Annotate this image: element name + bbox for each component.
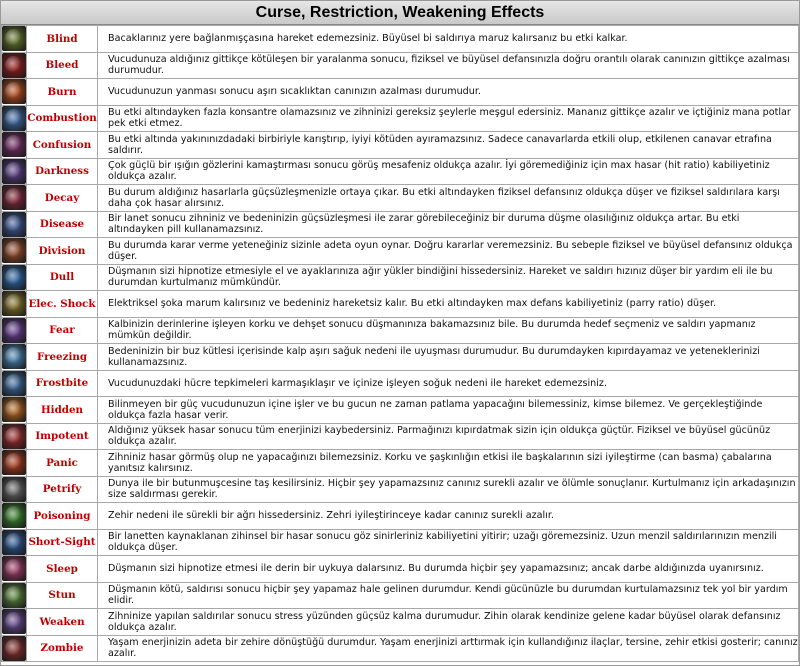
effect-description: Dunya ile bir butunmuşcesine taş kesilirsiniz. Hiçbir şey yapamazsınız canınız surekli azalır ve ölümle sonuçlanır. Kurtulmanız için arkadaşınızın size saldırması gerekir. bbox=[98, 476, 799, 503]
icon-cell bbox=[2, 79, 27, 106]
effect-description: Bu durum aldığınız hasarlarla güçsüzleşmenizle ortaya çıkar. Bu etki altındayken fiziksel defansınız oldukça düşer ve fiziksel saldırılara karşı daha çok hasar alırsınız. bbox=[98, 185, 799, 212]
table-row bbox=[2, 291, 799, 318]
table-row bbox=[2, 26, 799, 53]
table-row bbox=[2, 450, 799, 477]
effect-name: Confusion bbox=[27, 132, 98, 159]
effect-description: Kalbinizin derinlerine işleyen korku ve dehşet sonucu düşmanınıza bakamazsınız bile. Bu durumda hedef seçmeniz ve saldırı yapmanız mümkün değildir. bbox=[98, 317, 799, 344]
table-row bbox=[2, 609, 799, 636]
effect-description: Aldığınız yüksek hasar sonucu tüm enerjinizi kaybedersiniz. Parmağınızı kıpırdatmak sizin için oldukça güçtür. Fiziksel ve büyüsel gücünüz oldukça azalır. bbox=[98, 423, 799, 450]
table-row bbox=[2, 503, 799, 530]
bleed-icon bbox=[2, 53, 26, 78]
poisoning-icon bbox=[2, 503, 26, 528]
decay-icon bbox=[2, 185, 26, 210]
icon-cell bbox=[2, 158, 27, 185]
effect-name: Weaken bbox=[27, 609, 98, 636]
icon-cell bbox=[2, 211, 27, 238]
effect-name: Poisoning bbox=[27, 503, 98, 530]
effect-description: Bedeninizin bir buz kütlesi içerisinde kalp aşırı sağuk nedeni ile uyuşması durumudur. Bu durumdayken kıpırdayamaz ve yeteneklerinizi kullanamazsınız. bbox=[98, 344, 799, 371]
table-row bbox=[2, 317, 799, 344]
effect-name: Darkness bbox=[27, 158, 98, 185]
effect-description: Bu etki altında yakınınızdadaki birbiriyle karıştırıp, iyiyi kötüden ayıramazsınız. Sadece canavarlarda etkili olup, etkilenen canavar etrafına saldırır. bbox=[98, 132, 799, 159]
table-row bbox=[2, 132, 799, 159]
table-row bbox=[2, 476, 799, 503]
disease-icon bbox=[2, 212, 26, 237]
icon-cell bbox=[2, 344, 27, 371]
weaken-icon bbox=[2, 609, 26, 634]
icon-cell bbox=[2, 635, 27, 662]
effect-name: Frostbite bbox=[27, 370, 98, 397]
effect-name: Fear bbox=[27, 317, 98, 344]
effect-description: Bir lanetten kaynaklanan zihinsel bir hasar sonucu göz sinirleriniz kabiliyetini yitirir; uzağı göremezsiniz. Uzun menzil saldırılarınızın menzili oldukça düşer. bbox=[98, 529, 799, 556]
fear-icon bbox=[2, 318, 26, 343]
table-row bbox=[2, 635, 799, 662]
frostbite-icon bbox=[2, 371, 26, 396]
effect-description: Düşmanın kötü, saldırısı sonucu hiçbir şey yapamaz hale gelinen durumdur. Kendi gücünüzle bu durumdan kurtulamazsınız tek yol bir yardım elidir. bbox=[98, 582, 799, 609]
table-row bbox=[2, 344, 799, 371]
table-row bbox=[2, 79, 799, 106]
icon-cell bbox=[2, 503, 27, 530]
blind-icon bbox=[2, 26, 26, 51]
effect-name: Combustion bbox=[27, 105, 98, 132]
effect-name: Petrify bbox=[27, 476, 98, 503]
icon-cell bbox=[2, 609, 27, 636]
icon-cell bbox=[2, 26, 27, 53]
effect-description: Çok güçlü bir ışığın gözlerini kamaştırması sonucu görüş mesafeniz oldukça azalır. İyi göremediğiniz için max hasar (hit ratio) kabiliyetiniz oldukça azalır. bbox=[98, 158, 799, 185]
icon-cell bbox=[2, 476, 27, 503]
table-row bbox=[2, 238, 799, 265]
panic-icon bbox=[2, 450, 26, 475]
effect-description: Bilinmeyen bir güç vucudunuzun içine işler ve bu gucun ne zaman patlama yapacağını bilemessiniz, kimse bilemez. Ve gerçekleştiğinde oldukça fazla hasar verir. bbox=[98, 397, 799, 424]
icon-cell bbox=[2, 582, 27, 609]
effect-name: Short-Sight bbox=[27, 529, 98, 556]
effect-name: Decay bbox=[27, 185, 98, 212]
table-row bbox=[2, 556, 799, 583]
division-icon bbox=[2, 238, 26, 263]
icon-cell bbox=[2, 185, 27, 212]
petrify-icon bbox=[2, 477, 26, 502]
stun-icon bbox=[2, 583, 26, 608]
effect-description: Bu etki altındayken fazla konsantre olamazsınız ve zihninizi gereksiz şeylerle meşgul edersiniz. Mananız gittikçe azalır ve içtiğiniz mana potlar pek etki etmez. bbox=[98, 105, 799, 132]
table-row bbox=[2, 185, 799, 212]
effect-name: Bleed bbox=[27, 52, 98, 79]
icon-cell bbox=[2, 291, 27, 318]
darkness-icon bbox=[2, 159, 26, 184]
freezing-icon bbox=[2, 344, 26, 369]
effect-name: Panic bbox=[27, 450, 98, 477]
icon-cell bbox=[2, 132, 27, 159]
effect-name: Blind bbox=[27, 26, 98, 53]
effect-name: Elec. Shock bbox=[27, 291, 98, 318]
effect-name: Zombie bbox=[27, 635, 98, 662]
effect-description: Vucudunuzun yanması sonucu aşırı sıcaklıktan canınızın azalması durumudur. bbox=[98, 79, 799, 106]
effect-name: Hidden bbox=[27, 397, 98, 424]
effect-name: Sleep bbox=[27, 556, 98, 583]
icon-cell bbox=[2, 317, 27, 344]
table-row bbox=[2, 264, 799, 291]
effect-name: Impotent bbox=[27, 423, 98, 450]
icon-cell bbox=[2, 370, 27, 397]
table-row bbox=[2, 529, 799, 556]
impotent-icon bbox=[2, 424, 26, 449]
table-row bbox=[2, 105, 799, 132]
table-row bbox=[2, 158, 799, 185]
icon-cell bbox=[2, 264, 27, 291]
effect-description: Düşmanın sizi hipnotize etmesi ile derin bir uykuya dalarsınız. Bu durumda hiçbir şey yapamazsınız; ancak darbe aldığınızda uyanırsınız. bbox=[98, 556, 799, 583]
icon-cell bbox=[2, 238, 27, 265]
effect-name: Division bbox=[27, 238, 98, 265]
effect-description: Zihniniz hasar görmüş olup ne yapacağınızı bilemezsiniz. Korku ve şaşkınlığın etkisi ile başkalarının sizi iyileştirme (can basma) çabalarına yanıtsız kalırsınız. bbox=[98, 450, 799, 477]
table-row bbox=[2, 52, 799, 79]
effect-name: Freezing bbox=[27, 344, 98, 371]
effect-description: Zehir nedeni ile sürekli bir ağrı hissedersiniz. Zehri iyileştirinceye kadar canınız surekli azalır. bbox=[98, 503, 799, 530]
table-row bbox=[2, 397, 799, 424]
burn-icon bbox=[2, 79, 26, 104]
effect-description: Zihninize yapılan saldırılar sonucu stress yüzünden güçsüz kalma durumudur. Zihin olarak kendinize gelene kadar büyüsel olarak defansınız oldukça azalır. bbox=[98, 609, 799, 636]
effect-description: Düşmanın sizi hipnotize etmesiyle el ve ayaklarınıza ağır yükler bindiğini hissedersiniz. Hareket ve saldırı hızınız düşer bir yardım eli ile bu durumdan kurtulmanız mümkündür. bbox=[98, 264, 799, 291]
page-title: Curse, Restriction, Weakening Effects bbox=[1, 1, 799, 25]
effect-description: Bir lanet sonucu zihniniz ve bedeninizin güçsüzleşmesi ile zarar görebileceğiniz bir duruma düşme olasılığınız oldukça artar. Bu etki altındayken pill kullanamazsınız. bbox=[98, 211, 799, 238]
effect-name: Stun bbox=[27, 582, 98, 609]
icon-cell bbox=[2, 450, 27, 477]
effect-name: Burn bbox=[27, 79, 98, 106]
electric-shock-icon bbox=[2, 291, 26, 316]
combustion-icon bbox=[2, 106, 26, 131]
effects-table bbox=[1, 25, 799, 662]
table-row bbox=[2, 370, 799, 397]
icon-cell bbox=[2, 52, 27, 79]
effect-name: Disease bbox=[27, 211, 98, 238]
zombie-icon bbox=[2, 636, 26, 661]
table-row bbox=[2, 211, 799, 238]
sleep-icon bbox=[2, 556, 26, 581]
dull-icon bbox=[2, 265, 26, 290]
table-row bbox=[2, 582, 799, 609]
short-sight-icon bbox=[2, 530, 26, 555]
effect-description: Yaşam enerjinizin adeta bir zehire dönüştüğü durumdur. Yaşam enerjinizi arttırmak için kullandığınız ilaçlar, tersine, zehir etkisi gosterir; canınız azalır. bbox=[98, 635, 799, 662]
effect-description: Bacaklarınız yere bağlanmışçasına hareket edemezsiniz. Büyüsel bi saldırıya maruz kalırsanız bu etki kalkar. bbox=[98, 26, 799, 53]
effect-description: Elektriksel şoka marum kalırsınız ve bedeniniz hareketsiz kalır. Bu etki altındayken max defans kabiliyetiniz (parry ratio) düşer. bbox=[98, 291, 799, 318]
icon-cell bbox=[2, 397, 27, 424]
icon-cell bbox=[2, 529, 27, 556]
effect-description: Vucudunuzdaki hücre tepkimeleri karmaşıklaşır ve içinize işleyen soğuk nedeni ile hareket edemezsiniz. bbox=[98, 370, 799, 397]
effect-description: Bu durumda karar verme yeteneğiniz sizinle adeta oyun oynar. Doğru kararlar veremezsiniz. Bu sebeple fiziksel ve büyüsel defansınız oldukça düşer. bbox=[98, 238, 799, 265]
hidden-icon bbox=[2, 397, 26, 422]
table-row bbox=[2, 423, 799, 450]
icon-cell bbox=[2, 423, 27, 450]
icon-cell bbox=[2, 556, 27, 583]
icon-cell bbox=[2, 105, 27, 132]
effect-name: Dull bbox=[27, 264, 98, 291]
confusion-icon bbox=[2, 132, 26, 157]
effect-description: Vucudunuza aldığınız gittikçe kötüleşen bir yaralanma sonucu, fiziksel ve büyüsel defansınızla doğru orantılı olarak canınızın gittikçe azalması durumudur. bbox=[98, 52, 799, 79]
